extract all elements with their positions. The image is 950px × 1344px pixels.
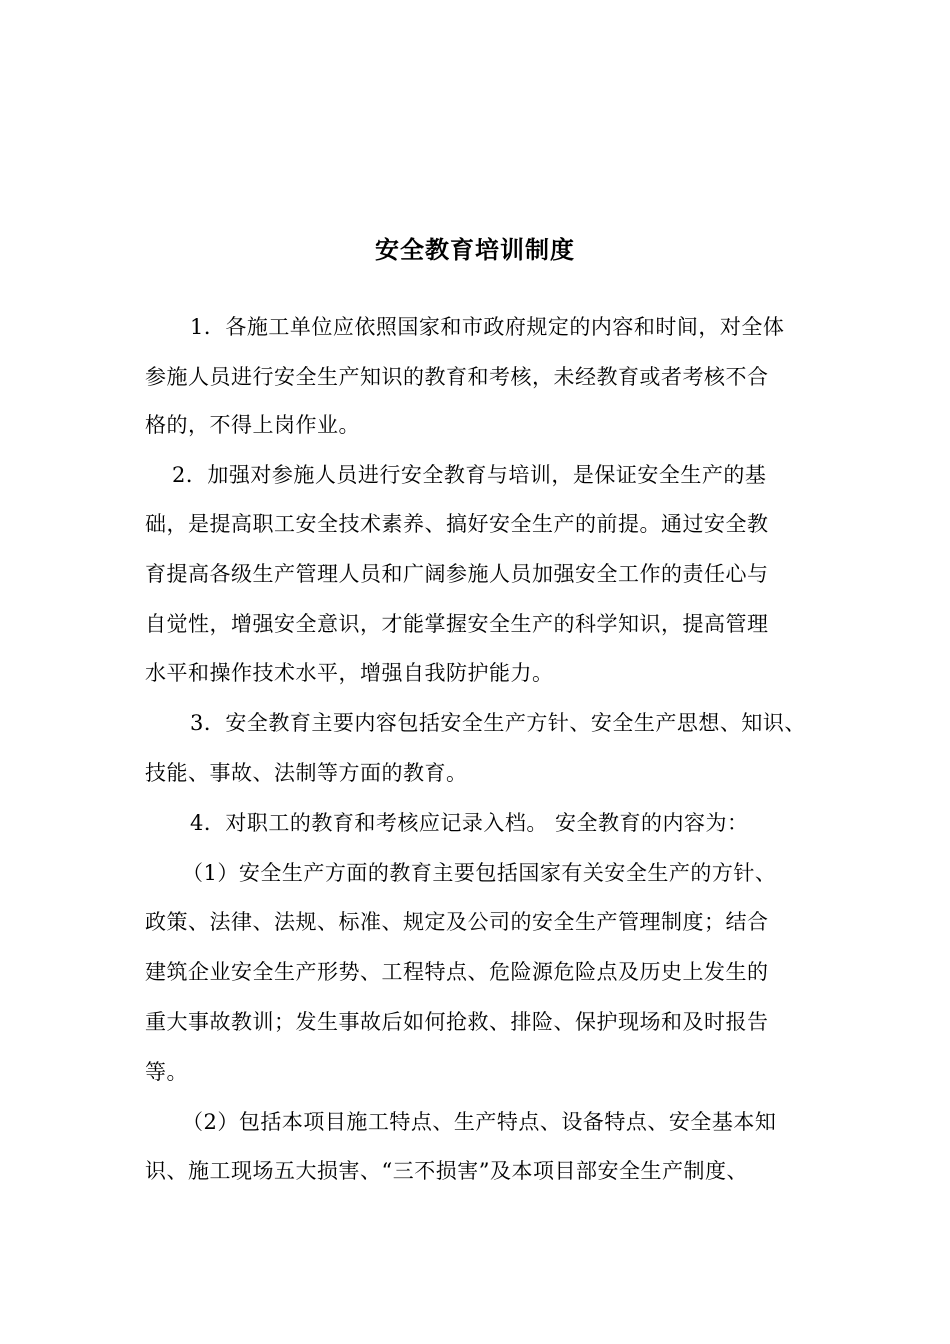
paragraph-line: 识、施工现场五大损害、“三不损害”及本项目部安全生产制度、 [145, 1159, 748, 1183]
paragraph-line: 政策、法律、法规、标准、规定及公司的安全生产管理制度；结合 [145, 910, 769, 934]
paragraph-line: 重大事故教训；发生事故后如何抢救、排险、保护现场和及时报告 [145, 1010, 769, 1034]
document-title: 安全教育培训制度 [375, 235, 575, 264]
paragraph-line: 参施人员进行安全生产知识的教育和考核，未经教育或者考核不合 [145, 365, 769, 389]
paragraph-line: 础，是提高职工安全技术素养、搞好安全生产的前提。通过安全教 [145, 512, 769, 536]
paragraph-line: （1）安全生产方面的教育主要包括国家有关安全生产的方针、 [182, 861, 777, 885]
paragraph-line: 等。 [145, 1060, 188, 1084]
paragraph-line: 技能、事故、法制等方面的教育。 [145, 761, 468, 785]
paragraph-line: 1．各施工单位应依照国家和市政府规定的内容和时间，对全体 [190, 315, 785, 339]
paragraph-line: 4．对职工的教育和考核应记录入档。 安全教育的内容为： [190, 811, 749, 835]
paragraph-line: 2．加强对参施人员进行安全教育与培训，是保证安全生产的基 [172, 463, 767, 487]
paragraph-line: 建筑企业安全生产形势、工程特点、危险源危险点及历史上发生的 [145, 960, 769, 984]
paragraph-line: （2）包括本项目施工特点、生产特点、设备特点、安全基本知 [182, 1110, 777, 1134]
paragraph-line: 格的，不得上岗作业。 [145, 413, 360, 437]
paragraph-line: 育提高各级生产管理人员和广阔参施人员加强安全工作的责任心与 [145, 562, 769, 586]
paragraph-line: 自觉性，增强安全意识，才能掌握安全生产的科学知识，提高管理 [145, 612, 769, 636]
paragraph-line: 水平和操作技术水平，增强自我防护能力。 [145, 661, 554, 685]
paragraph-line: 3．安全教育主要内容包括安全生产方针、安全生产思想、知识、 [190, 711, 806, 735]
